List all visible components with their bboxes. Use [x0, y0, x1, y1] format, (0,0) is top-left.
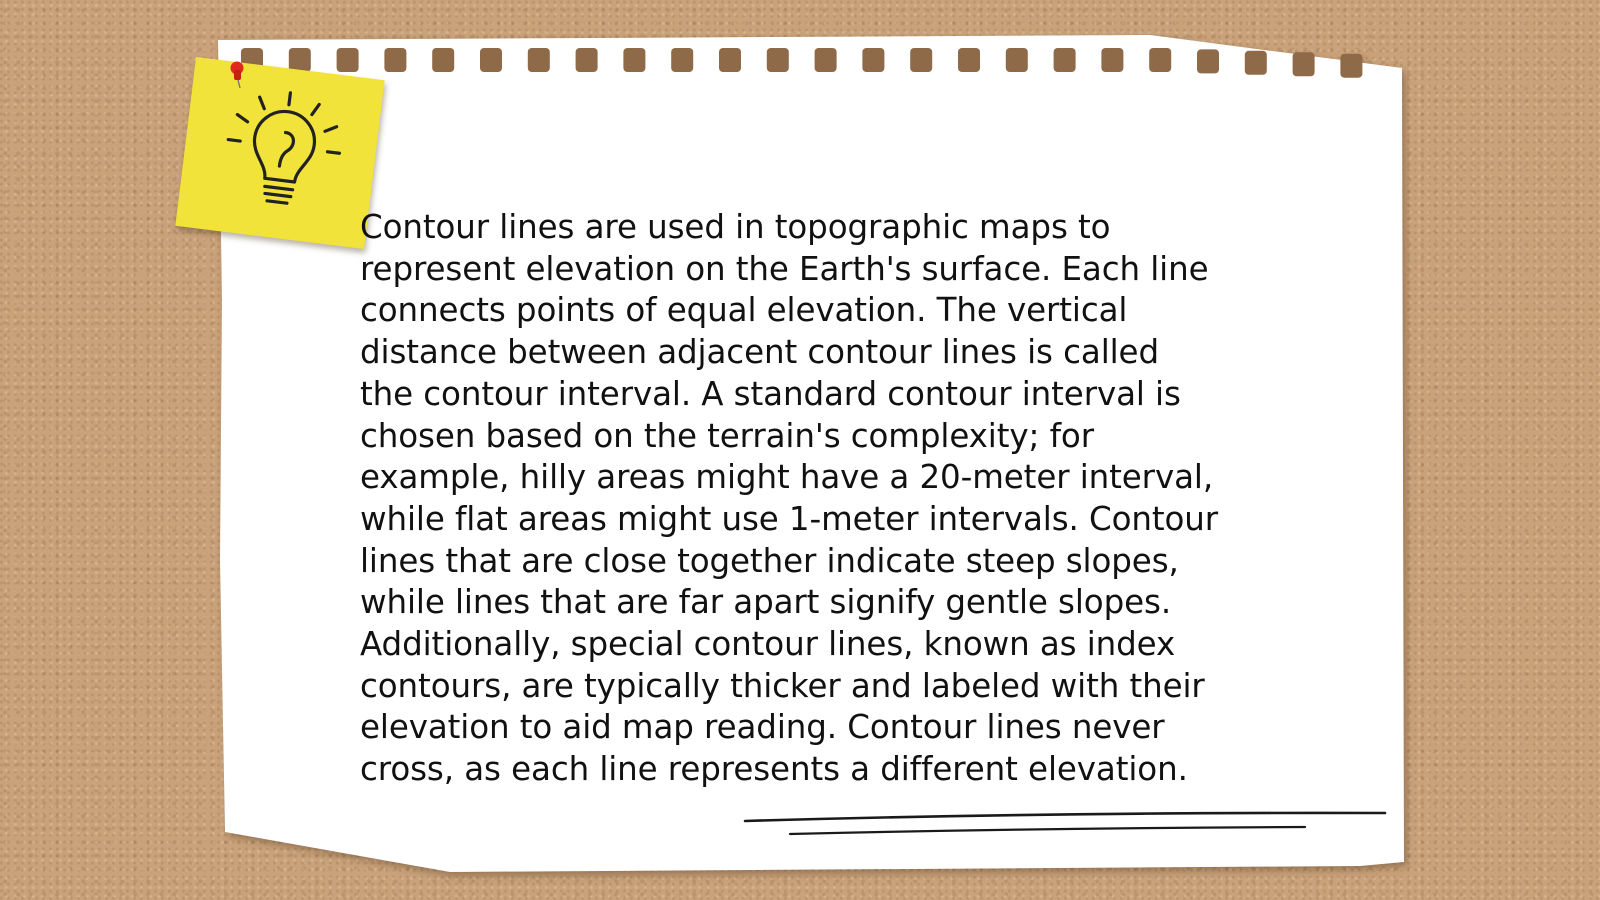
binder-hole: [1245, 51, 1267, 75]
binder-hole: [910, 48, 932, 72]
binder-hole: [958, 48, 980, 72]
binder-hole: [815, 48, 837, 72]
binder-hole: [719, 48, 741, 72]
binder-hole: [576, 48, 598, 72]
pushpin-icon: [227, 60, 251, 90]
binder-hole: [1293, 52, 1315, 76]
binder-hole: [767, 48, 789, 72]
binder-hole: [432, 48, 454, 72]
lightbulb-icon: [216, 80, 351, 224]
binder-hole: [623, 48, 645, 72]
note-body-text: Contour lines are used in topographic maps to represent elevation on the Earth's surface. Each line connects points of equal elevation. The vertical distance between adjacent contour lines is called the contour interval. A standard contour interval is chosen based on the terrain's complexity; for example, hilly areas might have a 20-meter interval, while flat areas might use 1-meter intervals. Contour lines that are close together indicate steep slopes, while lines that are far apart signify gentle slopes. Additionally, special contour lines, known as index contours, are typically thicker and labeled with their elevation to aid map reading. Contour lines never cross, as each line represents a different elevation.: [360, 208, 1219, 789]
binder-hole: [1054, 48, 1076, 72]
binder-hole: [528, 48, 550, 72]
binder-hole: [384, 48, 406, 72]
binder-hole: [1197, 49, 1219, 73]
binder-hole: [1006, 48, 1028, 72]
binder-hole: [1340, 54, 1362, 78]
sticky-note: [175, 57, 384, 249]
binder-hole: [480, 48, 502, 72]
binder-hole: [1101, 48, 1123, 72]
binder-hole: [862, 48, 884, 72]
binder-hole: [1149, 48, 1171, 72]
binder-hole: [337, 48, 359, 72]
binder-hole: [671, 48, 693, 72]
